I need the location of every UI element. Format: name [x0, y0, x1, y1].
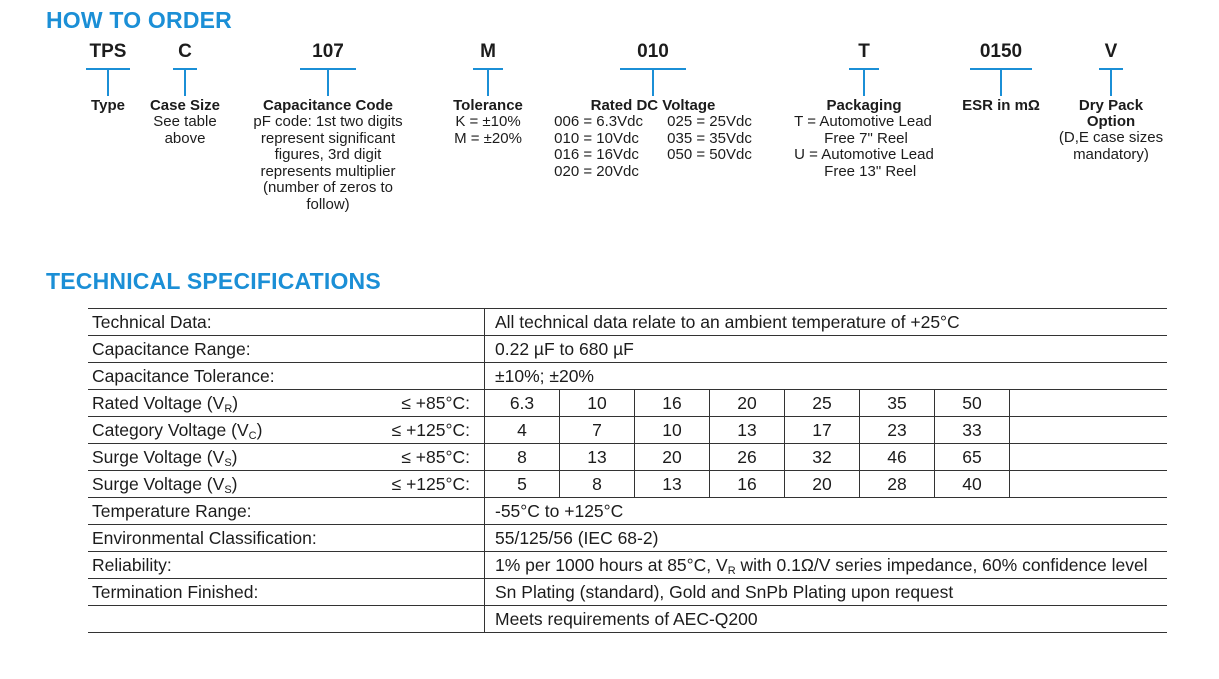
- code-esr: [958, 38, 1044, 114]
- voltage-cell: 25: [785, 390, 860, 417]
- voltage-cell: 16: [710, 471, 785, 498]
- code-label-dry-pack: Option: [1086, 113, 1136, 130]
- voltage-code: 050 = 50Vdc: [667, 146, 752, 163]
- spec-value: 55/125/56 (IEC 68-2): [485, 525, 1168, 552]
- spec-value: [485, 552, 1168, 579]
- spec-name-subscript: R: [224, 403, 233, 415]
- voltage-code-row: [554, 114, 752, 131]
- table-row: [88, 525, 1167, 552]
- voltage-cell: 10: [560, 390, 635, 417]
- code-desc-line: M = ±20%: [454, 129, 522, 147]
- voltage-cell-blank: [1010, 471, 1168, 498]
- table-row: [88, 606, 1167, 633]
- voltage-cell: 46: [860, 444, 935, 471]
- code-value-tolerance: M: [480, 41, 496, 62]
- code-desc-line: pF code: 1st two digits: [253, 113, 403, 130]
- spec-name: Capacitance Tolerance:: [88, 363, 485, 390]
- voltage-code-row: [554, 164, 752, 181]
- how-to-order-title: HOW TO ORDER: [46, 7, 232, 33]
- voltage-code-row: [554, 131, 752, 148]
- spec-condition: ≤ +85°C:: [366, 444, 485, 471]
- code-value-type: TPS: [89, 41, 127, 62]
- spec-name: [88, 390, 366, 417]
- code-label-dry-pack: Dry Pack: [1078, 97, 1144, 114]
- voltage-row: [88, 471, 1167, 498]
- spec-value: 0.22 µF to 680 µF: [485, 336, 1168, 363]
- spec-name-text: ): [231, 447, 238, 467]
- code-value-voltage: 010: [637, 41, 669, 62]
- spec-name-text: ): [256, 420, 263, 440]
- voltage-cell: 13: [560, 444, 635, 471]
- spec-value: All technical data relate to an ambient temperature of +25°C: [485, 309, 1168, 336]
- voltage-cell: 6.3: [485, 390, 560, 417]
- code-label-capacitance: Capacitance Code: [262, 97, 394, 114]
- code-label-tolerance: Tolerance: [453, 97, 523, 114]
- code-bracket: [1099, 66, 1123, 98]
- spec-name-subscript: S: [224, 457, 232, 469]
- spec-name-subscript: C: [248, 430, 257, 442]
- voltage-cell: 20: [710, 390, 785, 417]
- code-desc-line: represents multiplier: [260, 162, 396, 180]
- voltage-cell: 50: [935, 390, 1010, 417]
- spec-value: -55°C to +125°C: [485, 498, 1168, 525]
- code-packaging: [768, 38, 960, 181]
- voltage-cell: 13: [635, 471, 710, 498]
- code-voltage: [546, 38, 760, 181]
- table-row: [88, 498, 1167, 525]
- voltage-cell: 17: [785, 417, 860, 444]
- code-desc-line: represent significant: [260, 129, 396, 147]
- spec-value-subscript: R: [727, 565, 736, 577]
- table-row: [88, 579, 1167, 606]
- spec-name: [88, 417, 366, 444]
- voltage-cell: 8: [485, 444, 560, 471]
- spec-name: Capacitance Range:: [88, 336, 485, 363]
- table-row: [88, 309, 1167, 336]
- code-bracket: [300, 66, 356, 98]
- voltage-cell: 4: [485, 417, 560, 444]
- voltage-cell: 40: [935, 471, 1010, 498]
- code-bracket: [849, 66, 879, 98]
- spec-value: ±10%; ±20%: [485, 363, 1168, 390]
- spec-name: Reliability:: [88, 552, 485, 579]
- code-desc-line: follow): [306, 195, 350, 213]
- code-type: [78, 38, 138, 114]
- voltage-code: 016 = 16Vdc: [554, 146, 639, 163]
- voltage-code: 010 = 10Vdc: [554, 129, 639, 147]
- packaging-list: [794, 114, 934, 180]
- technical-specifications-title: TECHNICAL SPECIFICATIONS: [46, 268, 381, 294]
- voltage-code-list: [554, 114, 752, 180]
- voltage-cell-blank: [1010, 444, 1168, 471]
- spec-name: [88, 471, 366, 498]
- spec-table: [88, 308, 1167, 633]
- spec-name: Environmental Classification:: [88, 525, 485, 552]
- code-value-esr: 0150: [979, 41, 1023, 62]
- spec-condition: ≤ +125°C:: [366, 471, 485, 498]
- voltage-row: [88, 390, 1167, 417]
- spec-name-text: Surge Voltage (V: [92, 447, 225, 467]
- voltage-cell-blank: [1010, 390, 1168, 417]
- code-label-case-size: Case Size: [149, 97, 221, 114]
- voltage-cell: 10: [635, 417, 710, 444]
- code-bracket: [173, 66, 197, 98]
- code-desc-line: above: [164, 129, 206, 147]
- voltage-code: 006 = 6.3Vdc: [554, 113, 643, 130]
- voltage-row: [88, 417, 1167, 444]
- voltage-cell: 20: [635, 444, 710, 471]
- spec-value-text: with 0.1Ω/V series impedance, 60% confidence level: [735, 555, 1148, 575]
- table-row: [88, 363, 1167, 390]
- spec-name: Termination Finished:: [88, 579, 485, 606]
- code-bracket: [473, 66, 503, 98]
- voltage-cell: 33: [935, 417, 1010, 444]
- voltage-code-row: [554, 147, 752, 164]
- code-desc-line: mandatory): [1073, 145, 1149, 163]
- spec-condition: ≤ +85°C:: [366, 390, 485, 417]
- code-value-packaging: T: [858, 41, 870, 62]
- code-label-type: Type: [91, 97, 125, 114]
- voltage-row: [88, 444, 1167, 471]
- voltage-cell-blank: [1010, 417, 1168, 444]
- voltage-code: 020 = 20Vdc: [554, 162, 639, 180]
- code-bracket: [86, 66, 130, 98]
- packaging-line: T = Automotive Lead: [794, 113, 932, 130]
- code-case-size: [140, 38, 230, 147]
- voltage-code: 035 = 35Vdc: [667, 129, 752, 147]
- code-value-case-size: C: [178, 41, 192, 62]
- voltage-code: 025 = 25Vdc: [667, 113, 752, 130]
- voltage-cell: 28: [860, 471, 935, 498]
- table-row: [88, 336, 1167, 363]
- spec-name-subscript: S: [224, 484, 232, 496]
- voltage-cell: 13: [710, 417, 785, 444]
- spec-name-text: Category Voltage (V: [92, 420, 249, 440]
- code-label-packaging: Packaging: [826, 97, 902, 114]
- spec-value: Meets requirements of AEC-Q200: [485, 606, 1168, 633]
- code-dry-pack: [1052, 38, 1170, 163]
- spec-name: Temperature Range:: [88, 498, 485, 525]
- voltage-cell: 65: [935, 444, 1010, 471]
- code-capacitance: [238, 38, 418, 213]
- voltage-cell: 26: [710, 444, 785, 471]
- packaging-line: U = Automotive Lead: [794, 146, 934, 163]
- spec-name: Technical Data:: [88, 309, 485, 336]
- spec-value-text: 1% per 1000 hours at 85°C, V: [495, 555, 728, 575]
- spec-condition: ≤ +125°C:: [366, 417, 485, 444]
- code-desc-line: (D,E case sizes: [1058, 129, 1164, 146]
- code-bracket: [970, 66, 1032, 98]
- spec-name-text: ): [232, 393, 239, 413]
- code-bracket: [620, 66, 686, 98]
- voltage-cell: 7: [560, 417, 635, 444]
- spec-name-text: Rated Voltage (V: [92, 393, 225, 413]
- code-desc-line: (number of zeros to: [262, 179, 394, 196]
- code-value-dry-pack: V: [1104, 41, 1118, 62]
- code-label-voltage: Rated DC Voltage: [590, 97, 716, 114]
- voltage-cell: 16: [635, 390, 710, 417]
- voltage-cell: 35: [860, 390, 935, 417]
- spec-name-text: Surge Voltage (V: [92, 474, 225, 494]
- packaging-line: Free 7" Reel: [824, 129, 908, 147]
- voltage-cell: 23: [860, 417, 935, 444]
- table-row: [88, 552, 1167, 579]
- spec-name: [88, 606, 485, 633]
- spec-name-text: ): [231, 474, 238, 494]
- voltage-cell: 8: [560, 471, 635, 498]
- code-tolerance: [440, 38, 536, 147]
- voltage-cell: 20: [785, 471, 860, 498]
- packaging-line: Free 13" Reel: [824, 162, 917, 180]
- code-desc-line: figures, 3rd digit: [274, 146, 382, 163]
- spec-name: [88, 444, 366, 471]
- code-desc-line: See table: [153, 113, 217, 130]
- code-desc-line: K = ±10%: [455, 113, 521, 130]
- voltage-cell: 5: [485, 471, 560, 498]
- code-value-capacitance: 107: [312, 41, 344, 62]
- spec-value: Sn Plating (standard), Gold and SnPb Plating upon request: [485, 579, 1168, 606]
- code-label-esr: ESR in mΩ: [962, 97, 1040, 114]
- voltage-cell: 32: [785, 444, 860, 471]
